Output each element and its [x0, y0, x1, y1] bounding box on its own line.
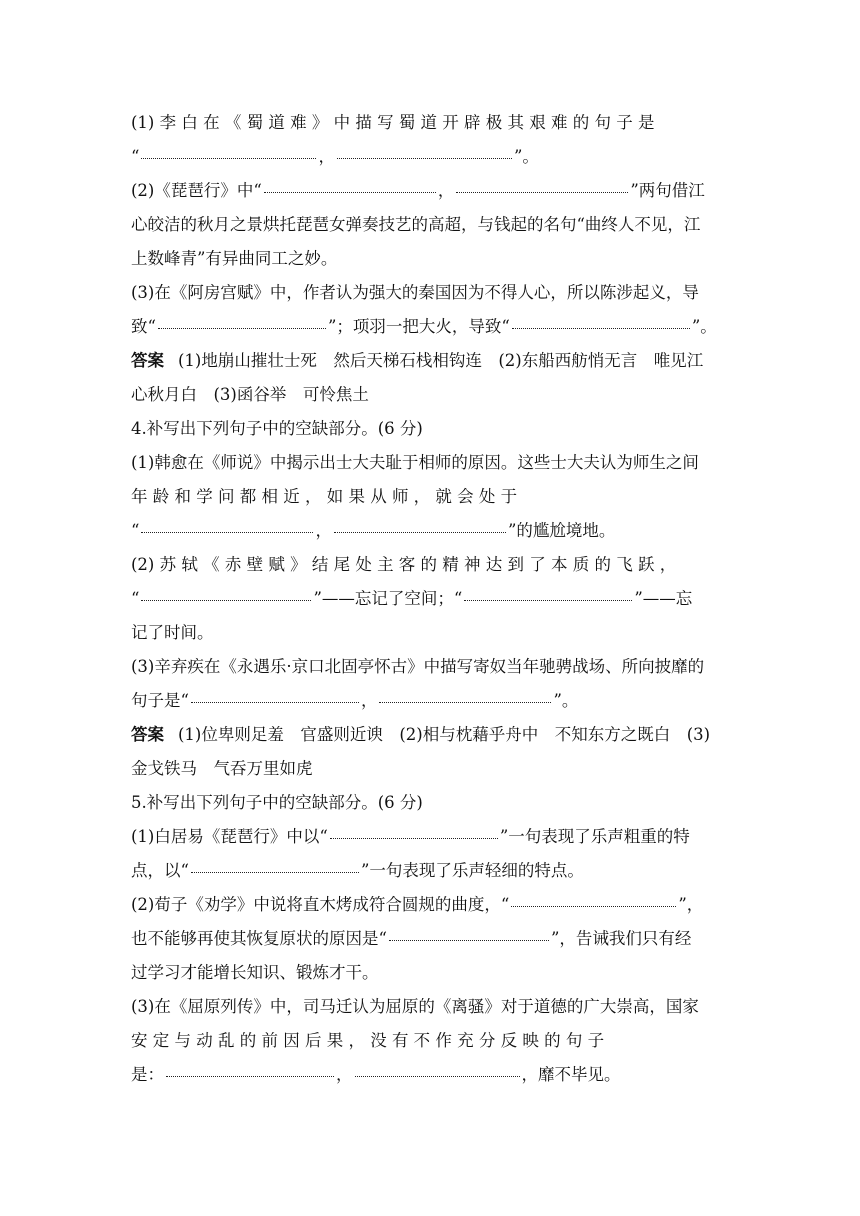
- answer-blank[interactable]: [355, 1075, 520, 1077]
- answer-blank[interactable]: [334, 531, 506, 533]
- answer-blank[interactable]: [141, 157, 316, 159]
- q3-item-3: (3)在《阿房宫赋》中，作者认为强大的秦国因为不得人心，所以陈涉起义，导 致“ ”；项羽一把大火，导致“ ”。: [131, 283, 717, 336]
- q4-item-1: (1)韩愈在《师说》中揭示出士大夫耻于相师的原因。这些士大夫认为师生之间 年 龄 和 学 问 都 相 近 ， 如 果 从 师 ， 就 会 处 于 “ ， ”的尴尬境地。: [131, 453, 699, 540]
- q3-item-1: (1) 李 白 在 《 蜀 道 难 》 中 描 写 蜀 道 开 辟 极 其 艰 难 的 句 子 是 “ ， ”。: [131, 113, 655, 166]
- answer-label: 答案: [131, 725, 164, 744]
- document-body: [131, 106, 731, 1092]
- q4-answer: 答案 (1)位卑则足羞 官盛则近谀 (2)相与枕藉乎舟中 不知东方之既白 (3) 金戈铁马 气吞万里如虎: [131, 725, 711, 778]
- answer-blank[interactable]: [158, 327, 326, 329]
- q4-item-2: (2) 苏 轼 《 赤 壁 赋 》 结 尾 处 主 客 的 精 神 达 到 了 本 质 的 飞 跃 ， “ ”——忘记了空间；“ ”——忘 记了时间。: [131, 555, 693, 642]
- answer-blank[interactable]: [512, 327, 690, 329]
- answer-blank[interactable]: [191, 871, 359, 873]
- q3-item-2: (2)《琵琶行》中“ ， ”两句借江 心皎洁的秋月之景烘托琵琶女弹奏技艺的高超，与钱起的名句“曲终人不见，江 上数峰青”有异曲同工之妙。: [131, 181, 705, 268]
- answer-blank[interactable]: [456, 191, 628, 193]
- answer-blank[interactable]: [141, 599, 311, 601]
- q3-item-1-line-1: (1) 李 白 在 《 蜀 道 难 》 中 描 写 蜀 道 开 辟 极 其 艰 难 的 句 子 是: [131, 113, 655, 132]
- answer-blank[interactable]: [464, 599, 632, 601]
- answer-label: 答案: [131, 351, 164, 370]
- answer-blank[interactable]: [389, 939, 549, 941]
- q5-item-3: (3)在《屈原列传》中，司马迁认为屈原的《离骚》对于道德的广大崇高，国家 安 定 与 动 乱 的 前 因 后 果 ， 没 有 不 作 充 分 反 映 的 句 子 是： ， ，靡不毕见。: [131, 997, 699, 1084]
- q3-answer: 答案 (1)地崩山摧壮士死 然后天梯石栈相钩连 (2)东船西舫悄无言 唯见江 心秋月白 (3)函谷举 可怜焦土: [131, 351, 704, 404]
- answer-blank[interactable]: [330, 837, 498, 839]
- answer-blank[interactable]: [379, 701, 551, 703]
- answer-blank[interactable]: [191, 701, 359, 703]
- answer-blank[interactable]: [166, 1075, 334, 1077]
- answer-blank[interactable]: [337, 157, 512, 159]
- q4-item-3: (3)辛弃疾在《永遇乐·京口北固亭怀古》中描写寄奴当年驰骋战场、所向披靡的 句子是“ ， ”。: [131, 657, 705, 710]
- q5-item-2: (2)荀子《劝学》中说将直木烤成符合圆规的曲度，“ ”， 也不能够再使其恢复原状的原因是“ ”，告诫我们只有经 过学习才能增长知识、锻炼才干。: [131, 895, 704, 982]
- q4-title: 4.补写出下列句子中的空缺部分。(6 分): [131, 419, 423, 438]
- answer-blank[interactable]: [141, 531, 313, 533]
- answer-blank[interactable]: [264, 191, 436, 193]
- q5-title: 5.补写出下列句子中的空缺部分。(6 分): [131, 793, 423, 812]
- answer-blank[interactable]: [511, 905, 676, 907]
- q5-item-1: (1)白居易《琵琶行》中以“ ”一句表现了乐声粗重的特 点，以“ ”一句表现了乐声轻细的特点。: [131, 827, 690, 880]
